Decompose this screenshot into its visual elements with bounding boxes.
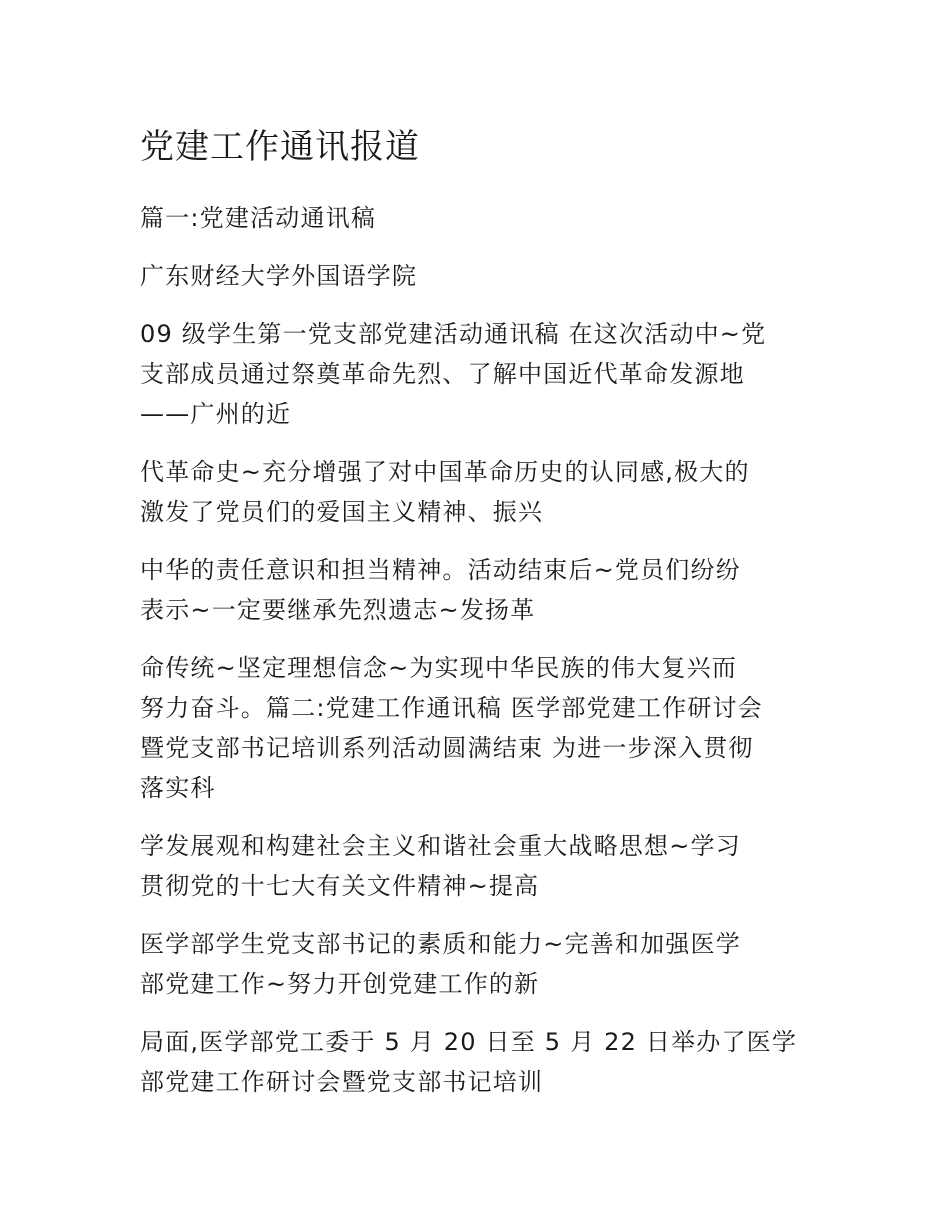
paragraph-line: 09 级学生第一党支部党建活动通讯稿 在这次活动中~党 [140,320,767,348]
document-paragraph [140,1022,812,1102]
document-paragraph [140,452,812,532]
paragraph-line: 支部成员通过祭奠革命先烈、了解中国近代革命发源地 [140,360,745,388]
document-paragraph [140,314,812,434]
document-body [140,198,812,1102]
paragraph-line: 命传统~坚定理想信念~为实现中华民族的伟大复兴而 [140,654,738,682]
document-paragraph [140,256,812,296]
paragraph-line: 中华的责任意识和担当精神。活动结束后~党员们纷纷 [140,556,741,584]
paragraph-line: 局面,医学部党工委于 5 月 20 日至 5 月 22 日举办了医学 [140,1028,798,1056]
paragraph-line: 篇一:党建活动通讯稿 [140,204,377,232]
document-title: 党建工作通讯报道 [140,127,420,167]
paragraph-line: 努力奋斗。篇二:党建工作通讯稿 医学部党建工作研讨会 [140,694,763,722]
paragraph-line: ——广州的近 [140,400,292,428]
paragraph-line: 医学部学生党支部书记的素质和能力~完善和加强医学 [140,930,741,958]
paragraph-line: 代革命史~充分增强了对中国革命历史的认同感,极大的 [140,458,750,486]
paragraph-line: 部党建工作~努力开创党建工作的新 [140,970,540,998]
document-paragraph [140,648,812,808]
document-paragraph [140,924,812,1004]
document-paragraph [140,550,812,630]
paragraph-line: 部党建工作研讨会暨党支部书记培训 [140,1068,544,1096]
document-paragraph [140,826,812,906]
paragraph-line: 贯彻党的十七大有关文件精神~提高 [140,872,540,900]
paragraph-line: 激发了党员们的爱国主义精神、振兴 [140,498,544,526]
paragraph-line: 广东财经大学外国语学院 [140,262,418,290]
paragraph-line: 暨党支部书记培训系列活动圆满结束 为进一步深入贯彻 [140,734,754,762]
paragraph-line: 落实科 [140,774,216,802]
paragraph-line: 学发展观和构建社会主义和谐社会重大战略思想~学习 [140,832,741,860]
document-paragraph [140,198,812,238]
paragraph-line: 表示~一定要继承先烈遗志~发扬革 [140,596,536,624]
